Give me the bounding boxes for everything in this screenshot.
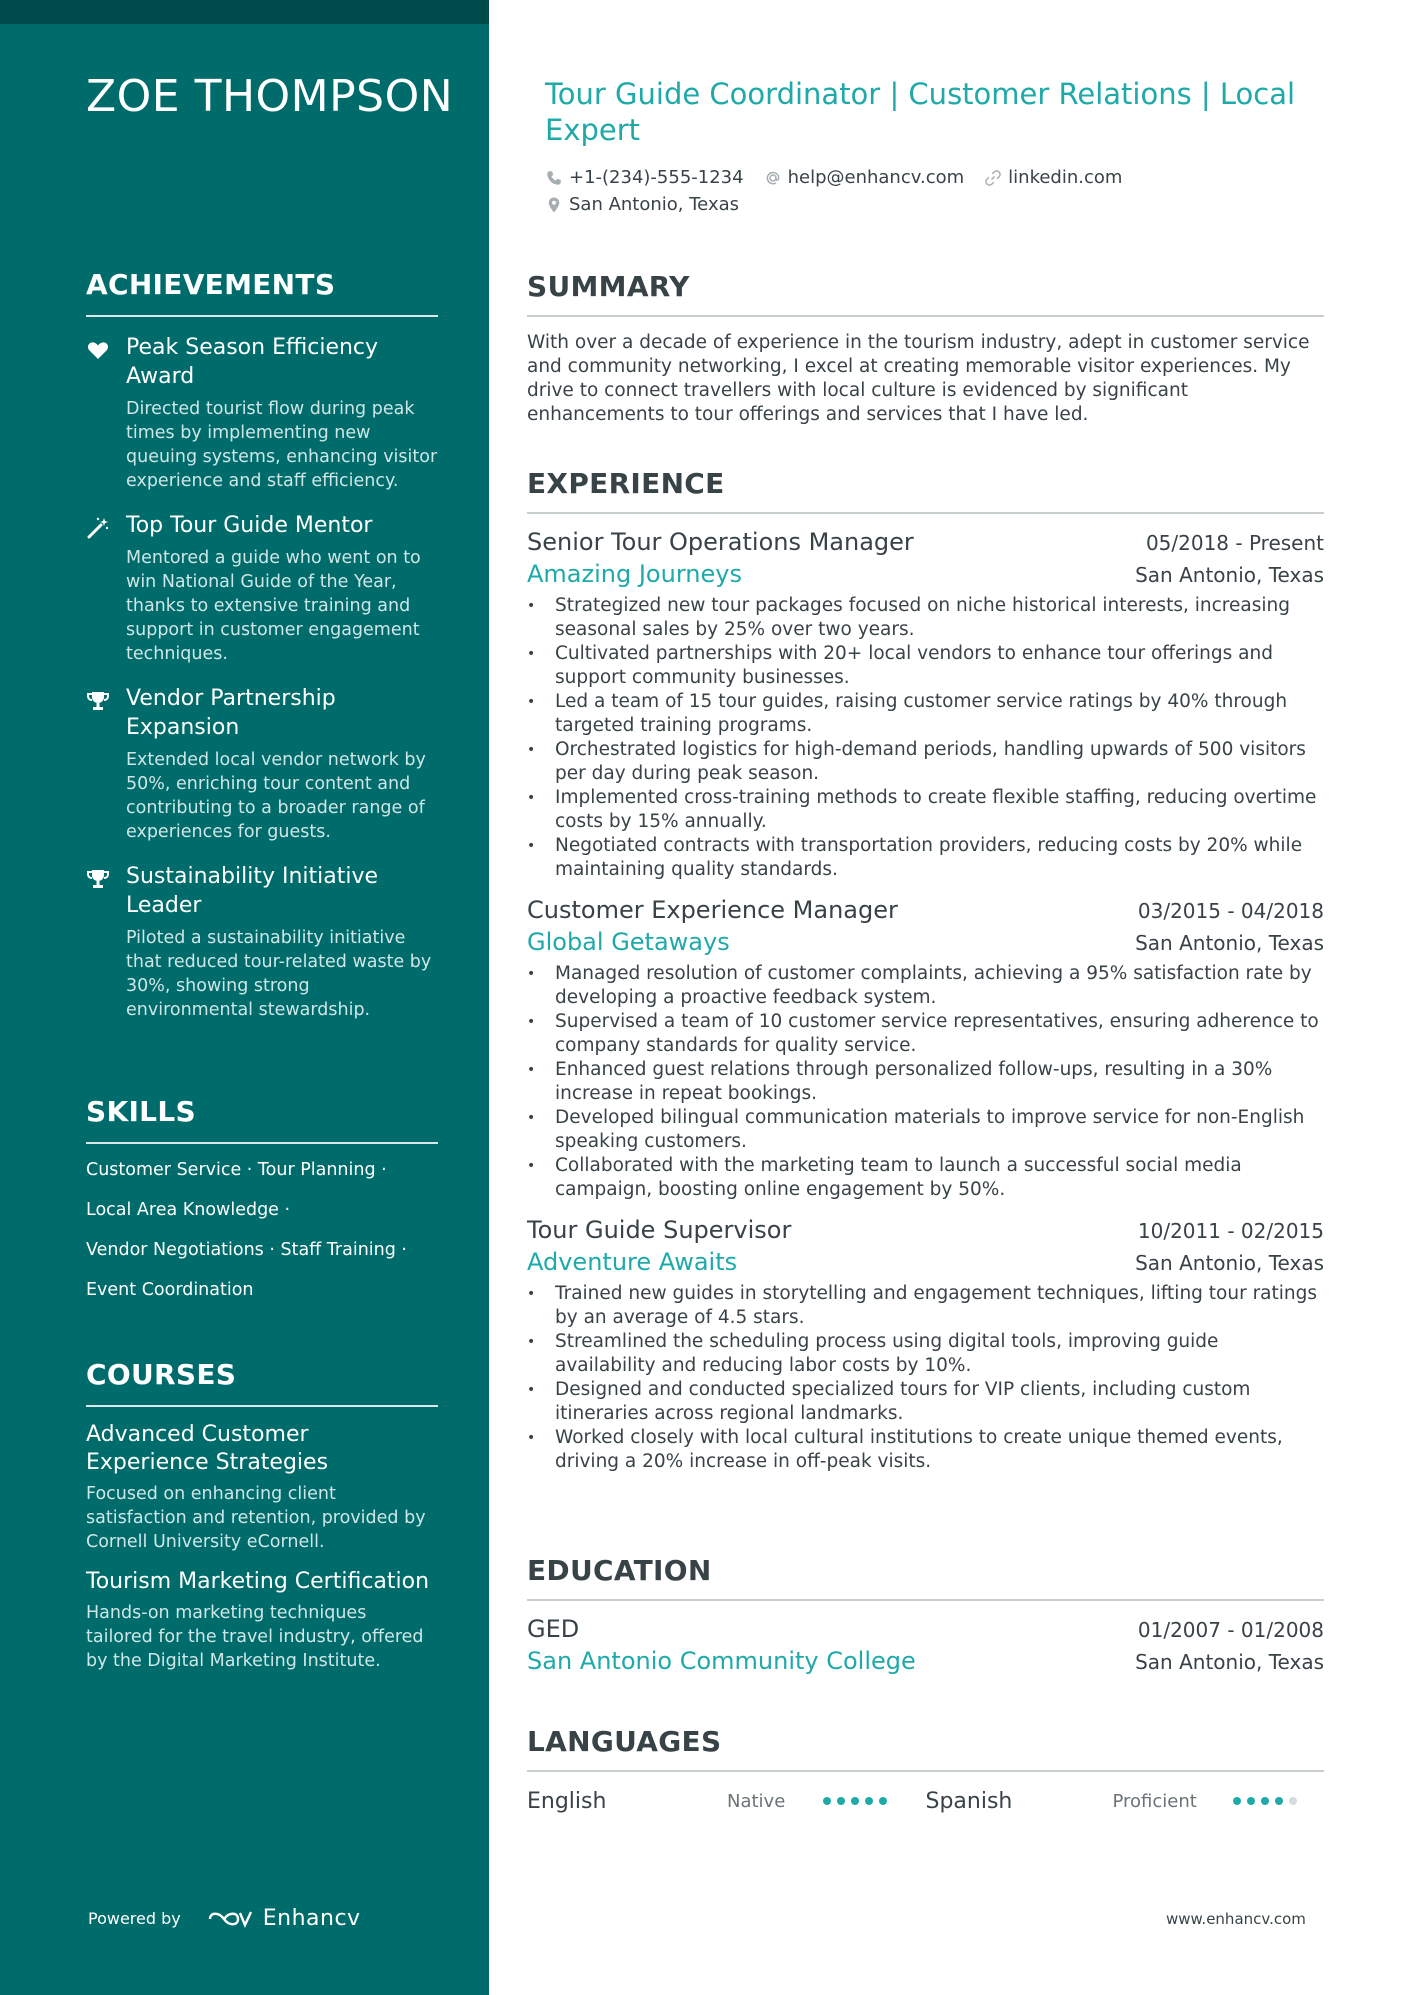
languages-section: [527, 1725, 1324, 1816]
rating-dot: [1261, 1797, 1269, 1805]
achievement-item: [86, 684, 438, 844]
skill-row: Local Area Knowledge ·: [86, 1200, 291, 1220]
rating-dot: [1275, 1797, 1283, 1805]
rating-dot: [1233, 1797, 1241, 1805]
achievement-item: [86, 511, 438, 666]
achievement-desc: Piloted a sustainability initiative that reduced tour-related waste by 30%, showing strong environmental stewardship.: [126, 928, 432, 1020]
achievement-title: Vendor Partnership Expansion: [126, 686, 336, 740]
job-location: San Antonio, Texas: [1135, 1251, 1324, 1275]
education-entry: [527, 1613, 1324, 1677]
course-desc: Focused on enhancing client satisfaction and retention, provided by Cornell University eCornell.: [86, 1484, 426, 1552]
job-title: Customer Experience Manager: [527, 896, 898, 924]
achievement-title: Top Tour Guide Mentor: [126, 513, 373, 538]
education-location: San Antonio, Texas: [1135, 1650, 1324, 1674]
language-level: Proficient: [1112, 1790, 1197, 1812]
bullet-item: • Managed resolution of customer complaints, achieving a 95% satisfaction rate by developing a proactive feedback system.: [527, 962, 1324, 1010]
sidebar-top-bar: [0, 0, 489, 24]
language-item: [926, 1789, 1325, 1814]
skills-heading: SKILLS: [86, 1095, 438, 1144]
course-item: [86, 1568, 438, 1673]
experience-section: [527, 467, 1324, 1474]
rating-dot: [837, 1797, 845, 1805]
degree: GED: [527, 1615, 580, 1643]
language-item: [527, 1789, 926, 1814]
achievement-desc: Mentored a guide who went on to win National Guide of the Year, thanks to extensive training and support in customer engagement techniques.: [126, 548, 421, 664]
job-location: San Antonio, Texas: [1135, 563, 1324, 587]
contact-linkedin[interactable]: [984, 167, 1122, 188]
skills-list: [86, 1158, 438, 1302]
location-pin-icon: [545, 196, 563, 214]
languages-heading: LANGUAGES: [527, 1725, 1324, 1772]
email-text: help@enhancv.com: [787, 167, 965, 188]
achievement-title: Peak Season Efficiency Award: [126, 335, 379, 389]
job-entry: [527, 1214, 1324, 1474]
course-title: Tourism Marketing Certification: [86, 1569, 430, 1594]
linkedin-text: linkedin.com: [1008, 167, 1123, 188]
brand-name: Enhancv: [262, 1906, 361, 1931]
sidebar: [0, 0, 489, 1995]
trophy-icon: [86, 867, 110, 891]
rating-dot: [851, 1797, 859, 1805]
bullet-item: • Worked closely with local cultural institutions to create unique themed events, driving a 20% increase in off-peak visits.: [527, 1426, 1324, 1474]
summary-heading: SUMMARY: [527, 270, 1324, 317]
bullet-item: • Supervised a team of 10 customer service representatives, ensuring adherence to company standards for quality service.: [527, 1010, 1324, 1058]
language-level: Native: [727, 1790, 786, 1812]
achievements-section: [86, 268, 438, 1022]
bullet-item: • Collaborated with the marketing team to launch a successful social media campaign, boosting online engagement by 50%.: [527, 1154, 1324, 1202]
language-name: English: [527, 1788, 607, 1814]
bullet-item: • Orchestrated logistics for high-demand periods, handling upwards of 500 visitors per day during peak season.: [527, 738, 1324, 786]
company-name: Amazing Journeys: [527, 560, 742, 588]
bullet-item: • Implemented cross-training methods to create flexible staffing, reducing overtime costs by 15% annually.: [527, 786, 1324, 834]
job-dates: 03/2015 - 04/2018: [1137, 899, 1324, 923]
skill-row: Event Coordination: [86, 1280, 254, 1300]
job-bullets: [527, 962, 1324, 1202]
phone-text: +1-(234)-555-1234: [569, 167, 744, 188]
job-dates: 05/2018 - Present: [1145, 531, 1324, 555]
contact-info: [545, 164, 1305, 218]
rating-dot: [1289, 1797, 1297, 1805]
powered-by: [88, 1906, 361, 1931]
contact-email[interactable]: [764, 167, 965, 188]
job-dates: 10/2011 - 02/2015: [1137, 1219, 1324, 1243]
contact-location: [545, 194, 739, 215]
job-title: Senior Tour Operations Manager: [527, 528, 914, 556]
phone-icon: [545, 169, 563, 187]
bullet-item: • Developed bilingual communication materials to improve service for non-English speaking customers.: [527, 1106, 1324, 1154]
company-name: Global Getaways: [527, 928, 730, 956]
bullet-item: • Cultivated partnerships with 20+ local vendors to enhance tour offerings and support community businesses.: [527, 642, 1324, 690]
location-text: San Antonio, Texas: [569, 194, 739, 215]
courses-section: [86, 1358, 438, 1673]
achievement-title: Sustainability Initiative Leader: [126, 864, 379, 918]
bullet-item: • Designed and conducted specialized tours for VIP clients, including custom itineraries across regional landmarks.: [527, 1378, 1324, 1426]
job-entry: [527, 526, 1324, 882]
bullet-item: • Enhanced guest relations through personalized follow-ups, resulting in a 30% increase in repeat bookings.: [527, 1058, 1324, 1106]
job-bullets: [527, 594, 1324, 882]
course-title: Advanced Customer Experience Strategies: [86, 1422, 329, 1475]
rating-dot: [865, 1797, 873, 1805]
summary-section: [527, 270, 1324, 427]
language-rating: [823, 1797, 893, 1805]
contact-phone[interactable]: [545, 167, 744, 188]
education-heading: EDUCATION: [527, 1554, 1324, 1601]
course-item: [86, 1421, 438, 1554]
achievements-heading: ACHIEVEMENTS: [86, 268, 438, 317]
trophy-icon: [86, 689, 110, 713]
candidate-name: ZOE THOMPSON: [86, 71, 454, 122]
magic-wand-icon: [86, 516, 110, 540]
powered-by-label: Powered by: [88, 1909, 181, 1928]
experience-heading: EXPERIENCE: [527, 467, 1324, 514]
job-bullets: [527, 1282, 1324, 1474]
languages-row: [527, 1786, 1324, 1816]
company-name: Adventure Awaits: [527, 1248, 738, 1276]
language-name: Spanish: [925, 1788, 1013, 1814]
skill-row: Vendor Negotiations · Staff Training ·: [86, 1240, 407, 1260]
job-title: Tour Guide Supervisor: [527, 1216, 792, 1244]
school-name: San Antonio Community College: [527, 1647, 916, 1675]
rating-dot: [879, 1797, 887, 1805]
job-location: San Antonio, Texas: [1135, 931, 1324, 955]
bullet-item: • Led a team of 15 tour guides, raising customer service ratings by 40% through targeted training programs.: [527, 690, 1324, 738]
heart-icon: [86, 338, 110, 362]
job-entry: [527, 894, 1324, 1202]
bullet-item: • Strategized new tour packages focused on niche historical interests, increasing seasonal sales by 25% over two years.: [527, 594, 1324, 642]
achievement-item: [86, 333, 438, 493]
skill-row: Customer Service · Tour Planning ·: [86, 1160, 387, 1180]
course-desc: Hands-on marketing techniques tailored for the travel industry, offered by the Digital Marketing Institute.: [86, 1603, 424, 1671]
footer-url[interactable]: www.enhancv.com: [1166, 1910, 1306, 1928]
education-section: [527, 1554, 1324, 1677]
education-dates: 01/2007 - 01/2008: [1137, 1618, 1324, 1642]
rating-dot: [823, 1797, 831, 1805]
summary-text: With over a decade of experience in the tourism industry, adept in customer service and community networking, I excel at creating memorable visitor experiences. My drive to connect travellers with local culture is evidenced by significant enhancements to tour offerings and services that I have led.: [527, 332, 1310, 425]
language-rating: [1233, 1797, 1303, 1805]
achievement-desc: Extended local vendor network by 50%, enriching tour content and contributing to a broader range of experiences for guests.: [126, 750, 426, 842]
skills-section: [86, 1095, 438, 1318]
enhancv-logo-icon: [207, 1907, 253, 1931]
achievement-item: [86, 862, 438, 1022]
bullet-item: • Negotiated contracts with transportation providers, reducing costs by 20% while maintaining quality standards.: [527, 834, 1324, 882]
at-icon: [764, 169, 782, 187]
bullet-item: • Trained new guides in storytelling and engagement techniques, lifting tour ratings by an average of 4.5 stars.: [527, 1282, 1324, 1330]
bullet-item: • Streamlined the scheduling process using digital tools, improving guide availability and reducing labor costs by 10%.: [527, 1330, 1324, 1378]
link-icon: [984, 169, 1002, 187]
headline: Tour Guide Coordinator | Customer Relations | Local Expert: [545, 77, 1296, 147]
rating-dot: [1247, 1797, 1255, 1805]
achievement-desc: Directed tourist flow during peak times by implementing new queuing systems, enhancing visitor experience and staff efficiency.: [126, 399, 438, 491]
courses-heading: COURSES: [86, 1358, 438, 1407]
